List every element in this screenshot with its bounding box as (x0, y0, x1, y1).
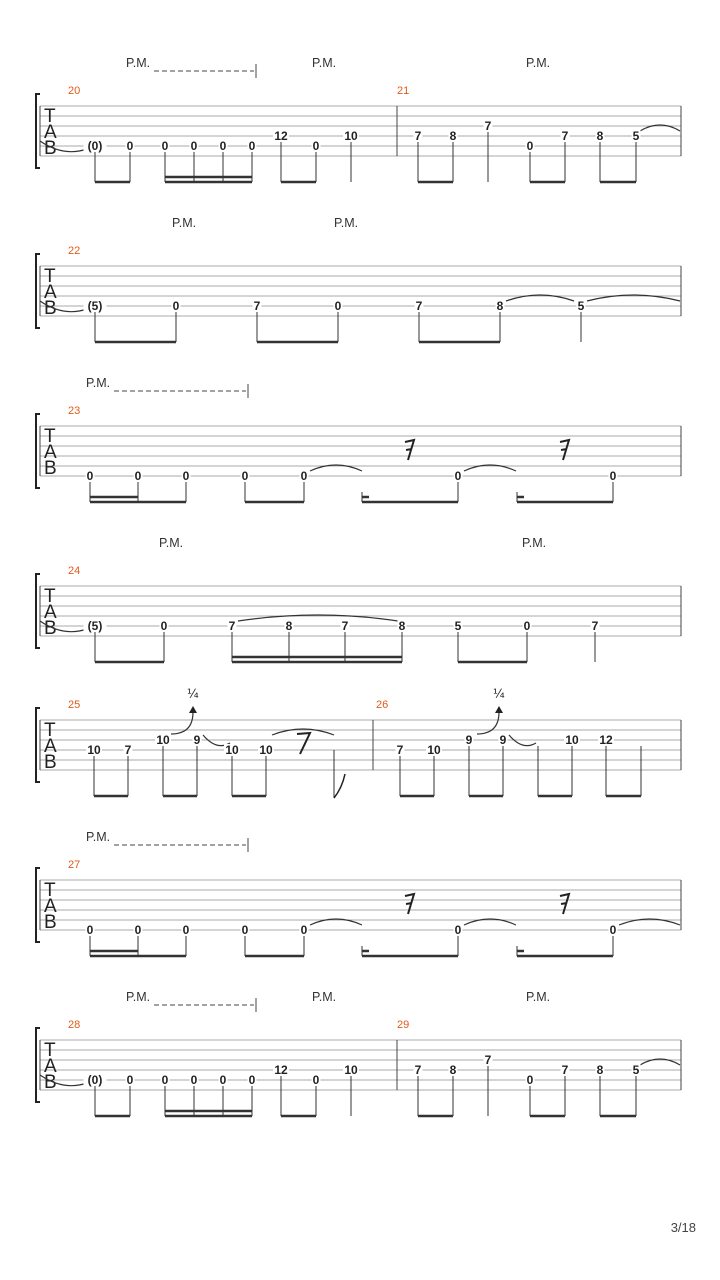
tab-clef-letter: B (44, 1072, 57, 1093)
tab-clef-letter: B (44, 912, 57, 933)
fret-number: 9 (499, 733, 507, 747)
fret-number: 7 (484, 1053, 492, 1067)
bend-arrow (189, 706, 197, 713)
fret-number: 9 (465, 733, 473, 747)
measure-number: 25 (68, 699, 81, 711)
fret-number: 0 (300, 469, 308, 483)
fret-number: 0 (126, 139, 134, 153)
fret-number: 0 (161, 139, 169, 153)
palm-mute-label: P.M. (126, 990, 151, 1004)
page-number: 3/18 (670, 1220, 696, 1235)
fret-number: (0) (87, 139, 103, 153)
fret-number: 10 (87, 743, 101, 757)
tab-clef-letter: T (44, 106, 56, 127)
fret-number: 5 (577, 299, 585, 313)
fret-number: 0 (219, 139, 227, 153)
fret-number: 0 (526, 139, 534, 153)
fret-number: (5) (87, 619, 103, 633)
fret-number: 0 (523, 619, 531, 633)
fret-number: 0 (86, 923, 94, 937)
fret-number: 7 (228, 619, 236, 633)
fret-number: 10 (156, 733, 170, 747)
system-bracket (36, 414, 40, 488)
measure-number: 20 (68, 85, 81, 97)
fret-number: 0 (248, 139, 256, 153)
fret-number: 0 (134, 469, 142, 483)
fret-number: 8 (449, 1063, 457, 1077)
system-bracket (36, 94, 40, 168)
fret-number: 0 (172, 299, 180, 313)
sixteenth-rest (405, 894, 414, 914)
tab-clef-letter: A (44, 442, 57, 463)
measure-number: 23 (68, 405, 81, 417)
fret-number: 7 (561, 129, 569, 143)
fret-number: 0 (241, 923, 249, 937)
fret-number: 7 (414, 129, 422, 143)
sixteenth-rest (405, 440, 414, 460)
fret-number: 10 (344, 129, 358, 143)
fret-number: 7 (341, 619, 349, 633)
tab-system (36, 990, 681, 1116)
tab-clef-letter: B (44, 298, 57, 319)
tab-clef-letter: A (44, 896, 57, 917)
fret-number: 0 (126, 1073, 134, 1087)
fret-number: 0 (219, 1073, 227, 1087)
tab-system (36, 376, 681, 502)
fret-number: 7 (414, 1063, 422, 1077)
tab-clef-letter: B (44, 752, 57, 773)
tab-system (36, 56, 681, 182)
note-flag (334, 774, 345, 798)
tab-clef-letter: A (44, 122, 57, 143)
bend-curve (477, 712, 499, 734)
palm-mute-label: P.M. (126, 56, 151, 70)
fret-number: 8 (449, 129, 457, 143)
fret-number: (5) (87, 299, 103, 313)
fret-number: 0 (454, 469, 462, 483)
fret-number: 0 (190, 139, 198, 153)
tab-clef-letter: A (44, 602, 57, 623)
fret-number: 0 (300, 923, 308, 937)
measure-number: 29 (397, 1019, 410, 1031)
fret-number: 0 (609, 469, 617, 483)
fret-number: 0 (526, 1073, 534, 1087)
palm-mute-label: P.M. (526, 990, 551, 1004)
tab-clef-letter: B (44, 458, 57, 479)
palm-mute-label: P.M. (86, 376, 111, 390)
fret-number: 7 (396, 743, 404, 757)
tab-clef-letter: T (44, 1040, 56, 1061)
tab-clef-letter: T (44, 720, 56, 741)
fret-number: 7 (484, 119, 492, 133)
fret-number: 0 (161, 1073, 169, 1087)
fret-number: 10 (427, 743, 441, 757)
fret-number: 8 (398, 619, 406, 633)
fret-number: 7 (415, 299, 423, 313)
fret-number: 12 (599, 733, 613, 747)
tab-clef-letter: T (44, 586, 56, 607)
tab-clef-letter: A (44, 736, 57, 757)
tab-system (36, 687, 681, 798)
fret-number: 0 (248, 1073, 256, 1087)
fret-number: 8 (596, 1063, 604, 1077)
fret-number: 0 (86, 469, 94, 483)
fret-number: (0) (87, 1073, 103, 1087)
fret-number: 7 (253, 299, 261, 313)
fret-number: 10 (225, 743, 239, 757)
bend-amount: ¼ (187, 687, 199, 701)
fret-number: 8 (596, 129, 604, 143)
palm-mute-label: P.M. (86, 830, 111, 844)
fret-number: 9 (193, 733, 201, 747)
tab-clef-letter: A (44, 1056, 57, 1077)
measure-number: 26 (376, 699, 389, 711)
palm-mute-label: P.M. (334, 216, 359, 230)
fret-number: 12 (274, 129, 288, 143)
system-bracket (36, 708, 40, 782)
fret-number: 10 (259, 743, 273, 757)
measure-number: 22 (68, 245, 81, 257)
fret-number: 0 (312, 1073, 320, 1087)
system-bracket (36, 254, 40, 328)
fret-number: 0 (609, 923, 617, 937)
fret-number: 0 (160, 619, 168, 633)
tab-system (36, 830, 681, 956)
tab-system (36, 216, 681, 342)
fret-number: 0 (334, 299, 342, 313)
measure-number: 21 (397, 85, 410, 97)
fret-number: 0 (241, 469, 249, 483)
palm-mute-label: P.M. (312, 56, 337, 70)
fret-number: 8 (285, 619, 293, 633)
fret-number: 0 (182, 923, 190, 937)
fret-number: 0 (190, 1073, 198, 1087)
fret-number: 7 (561, 1063, 569, 1077)
fret-number: 0 (454, 923, 462, 937)
tab-clef-letter: A (44, 282, 57, 303)
fret-number: 12 (274, 1063, 288, 1077)
eighth-rest (297, 733, 310, 754)
palm-mute-label: P.M. (526, 56, 551, 70)
tab-system (36, 536, 681, 662)
fret-number: 7 (124, 743, 132, 757)
fret-number: 5 (454, 619, 462, 633)
tab-clef-letter: B (44, 618, 57, 639)
bend-arrow (495, 706, 503, 713)
fret-number: 8 (496, 299, 504, 313)
system-bracket (36, 868, 40, 942)
measure-number: 24 (68, 565, 81, 577)
tab-clef-letter: T (44, 266, 56, 287)
measure-number: 27 (68, 859, 81, 871)
tab-clef-letter: T (44, 426, 56, 447)
measure-number: 28 (68, 1019, 81, 1031)
fret-number: 0 (312, 139, 320, 153)
sixteenth-rest (560, 894, 569, 914)
system-bracket (36, 574, 40, 648)
sixteenth-rest (560, 440, 569, 460)
fret-number: 0 (182, 469, 190, 483)
fret-number: 10 (565, 733, 579, 747)
fret-number: 5 (632, 129, 640, 143)
palm-mute-label: P.M. (312, 990, 337, 1004)
fret-number: 0 (134, 923, 142, 937)
tab-clef-letter: T (44, 880, 56, 901)
palm-mute-label: P.M. (172, 216, 197, 230)
system-bracket (36, 1028, 40, 1102)
palm-mute-label: P.M. (159, 536, 184, 550)
tab-clef-letter: B (44, 138, 57, 159)
fret-number: 7 (591, 619, 599, 633)
bend-curve (171, 712, 193, 734)
fret-number: 5 (632, 1063, 640, 1077)
palm-mute-label: P.M. (522, 536, 547, 550)
fret-number: 10 (344, 1063, 358, 1077)
bend-amount: ¼ (493, 687, 505, 701)
